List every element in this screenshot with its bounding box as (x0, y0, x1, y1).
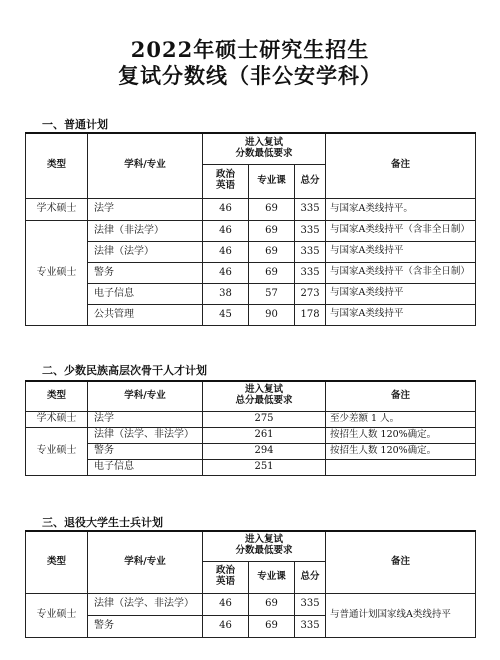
table-cell-total: 335 (295, 220, 326, 241)
table-cell-major: 公共管理 (88, 304, 203, 325)
table-cell-note: 与国家A类线持平 (326, 283, 476, 304)
section1-heading: 一、普通计划 (42, 118, 108, 131)
table-cell-politics: 38 (203, 283, 249, 304)
table-cell-major: 警务 (88, 615, 203, 637)
table-cell-note: 与国家A类线持平 (326, 241, 476, 262)
table-cell-total: 261 (203, 427, 326, 443)
table-cell-major: 法律（法学、非法学） (88, 427, 203, 443)
header-major: 学科/专业 (88, 133, 203, 198)
header-politics-english: 政治 英语 (203, 164, 249, 198)
table-cell-course: 69 (249, 198, 295, 220)
type-academic: 学术硕士 (26, 198, 88, 220)
header-type: 类型 (26, 381, 88, 411)
document-title-line2: 复试分数线（非公安学科） (118, 63, 382, 88)
header-min-score: 进入复试 分数最低要求 (203, 133, 326, 164)
header-type: 类型 (26, 531, 88, 593)
header-major: 学科/专业 (88, 531, 203, 593)
header-politics-english: 政治 英语 (203, 561, 249, 593)
table-cell-total: 335 (295, 593, 326, 615)
header-total: 总分 (295, 164, 326, 198)
table-cell-course: 69 (249, 615, 295, 637)
table-cell-note: 与国家A类线持平（含非全日制） (326, 220, 476, 241)
header-note: 备注 (326, 133, 476, 198)
section2-table (25, 380, 476, 476)
table-cell-total: 335 (295, 241, 326, 262)
section1-table (25, 132, 476, 326)
table-cell-note: 与国家A类线持平（含非全日制） (326, 262, 476, 283)
table-cell-course: 69 (249, 262, 295, 283)
table-cell-total: 275 (203, 411, 326, 427)
table-cell-major: 电子信息 (88, 459, 203, 475)
table-cell-total: 273 (295, 283, 326, 304)
table-cell-total: 335 (295, 198, 326, 220)
header-type: 类型 (26, 133, 88, 198)
table-cell-course: 69 (249, 220, 295, 241)
header-course: 专业课 (249, 164, 295, 198)
header-major: 学科/专业 (88, 381, 203, 411)
table-cell-politics: 45 (203, 304, 249, 325)
table-cell-note-merged: 与普通计划国家线A类线持平 (326, 593, 476, 637)
table-cell-total: 335 (295, 615, 326, 637)
table-cell-note: 与国家A类线持平 (326, 304, 476, 325)
header-note: 备注 (326, 531, 476, 593)
type-professional: 专业硕士 (26, 593, 88, 637)
table-cell-total: 178 (295, 304, 326, 325)
table-cell-major: 警务 (88, 443, 203, 459)
table-cell-major: 法律（非法学） (88, 220, 203, 241)
table-cell-course: 69 (249, 593, 295, 615)
table-cell-politics: 46 (203, 615, 249, 637)
table-cell-note: 按招生人数 120%确定。 (326, 427, 476, 443)
section3-table (25, 530, 476, 638)
table-cell-major: 法学 (88, 198, 203, 220)
table-cell-total: 294 (203, 443, 326, 459)
table-cell-course: 90 (249, 304, 295, 325)
table-cell-politics: 46 (203, 198, 249, 220)
type-professional: 专业硕士 (26, 427, 88, 475)
table-cell-major: 法律（法学） (88, 241, 203, 262)
table-cell-politics: 46 (203, 220, 249, 241)
table-cell-politics: 46 (203, 262, 249, 283)
type-academic: 学术硕士 (26, 411, 88, 427)
table-cell-major: 法学 (88, 411, 203, 427)
section3-heading: 三、退役大学生士兵计划 (42, 516, 163, 529)
type-professional: 专业硕士 (26, 220, 88, 325)
header-min-score: 进入复试 总分最低要求 (203, 381, 326, 411)
table-cell-politics: 46 (203, 241, 249, 262)
header-course: 专业课 (249, 561, 295, 593)
table-cell-course: 57 (249, 283, 295, 304)
table-cell-note (326, 459, 476, 475)
document-title-line1: 2022年硕士研究生招生 (130, 37, 370, 62)
header-total: 总分 (295, 561, 326, 593)
header-min-score: 进入复试 分数最低要求 (203, 531, 326, 561)
table-cell-note: 按招生人数 120%确定。 (326, 443, 476, 459)
header-note: 备注 (326, 381, 476, 411)
table-cell-major: 法律（法学、非法学） (88, 593, 203, 615)
table-cell-major: 电子信息 (88, 283, 203, 304)
table-cell-note: 至少差额 1 人。 (326, 411, 476, 427)
table-cell-politics: 46 (203, 593, 249, 615)
table-cell-total: 335 (295, 262, 326, 283)
table-cell-note: 与国家A类线持平。 (326, 198, 476, 220)
table-cell-course: 69 (249, 241, 295, 262)
table-cell-total: 251 (203, 459, 326, 475)
section2-heading: 二、少数民族高层次骨干人才计划 (42, 364, 207, 377)
table-cell-major: 警务 (88, 262, 203, 283)
